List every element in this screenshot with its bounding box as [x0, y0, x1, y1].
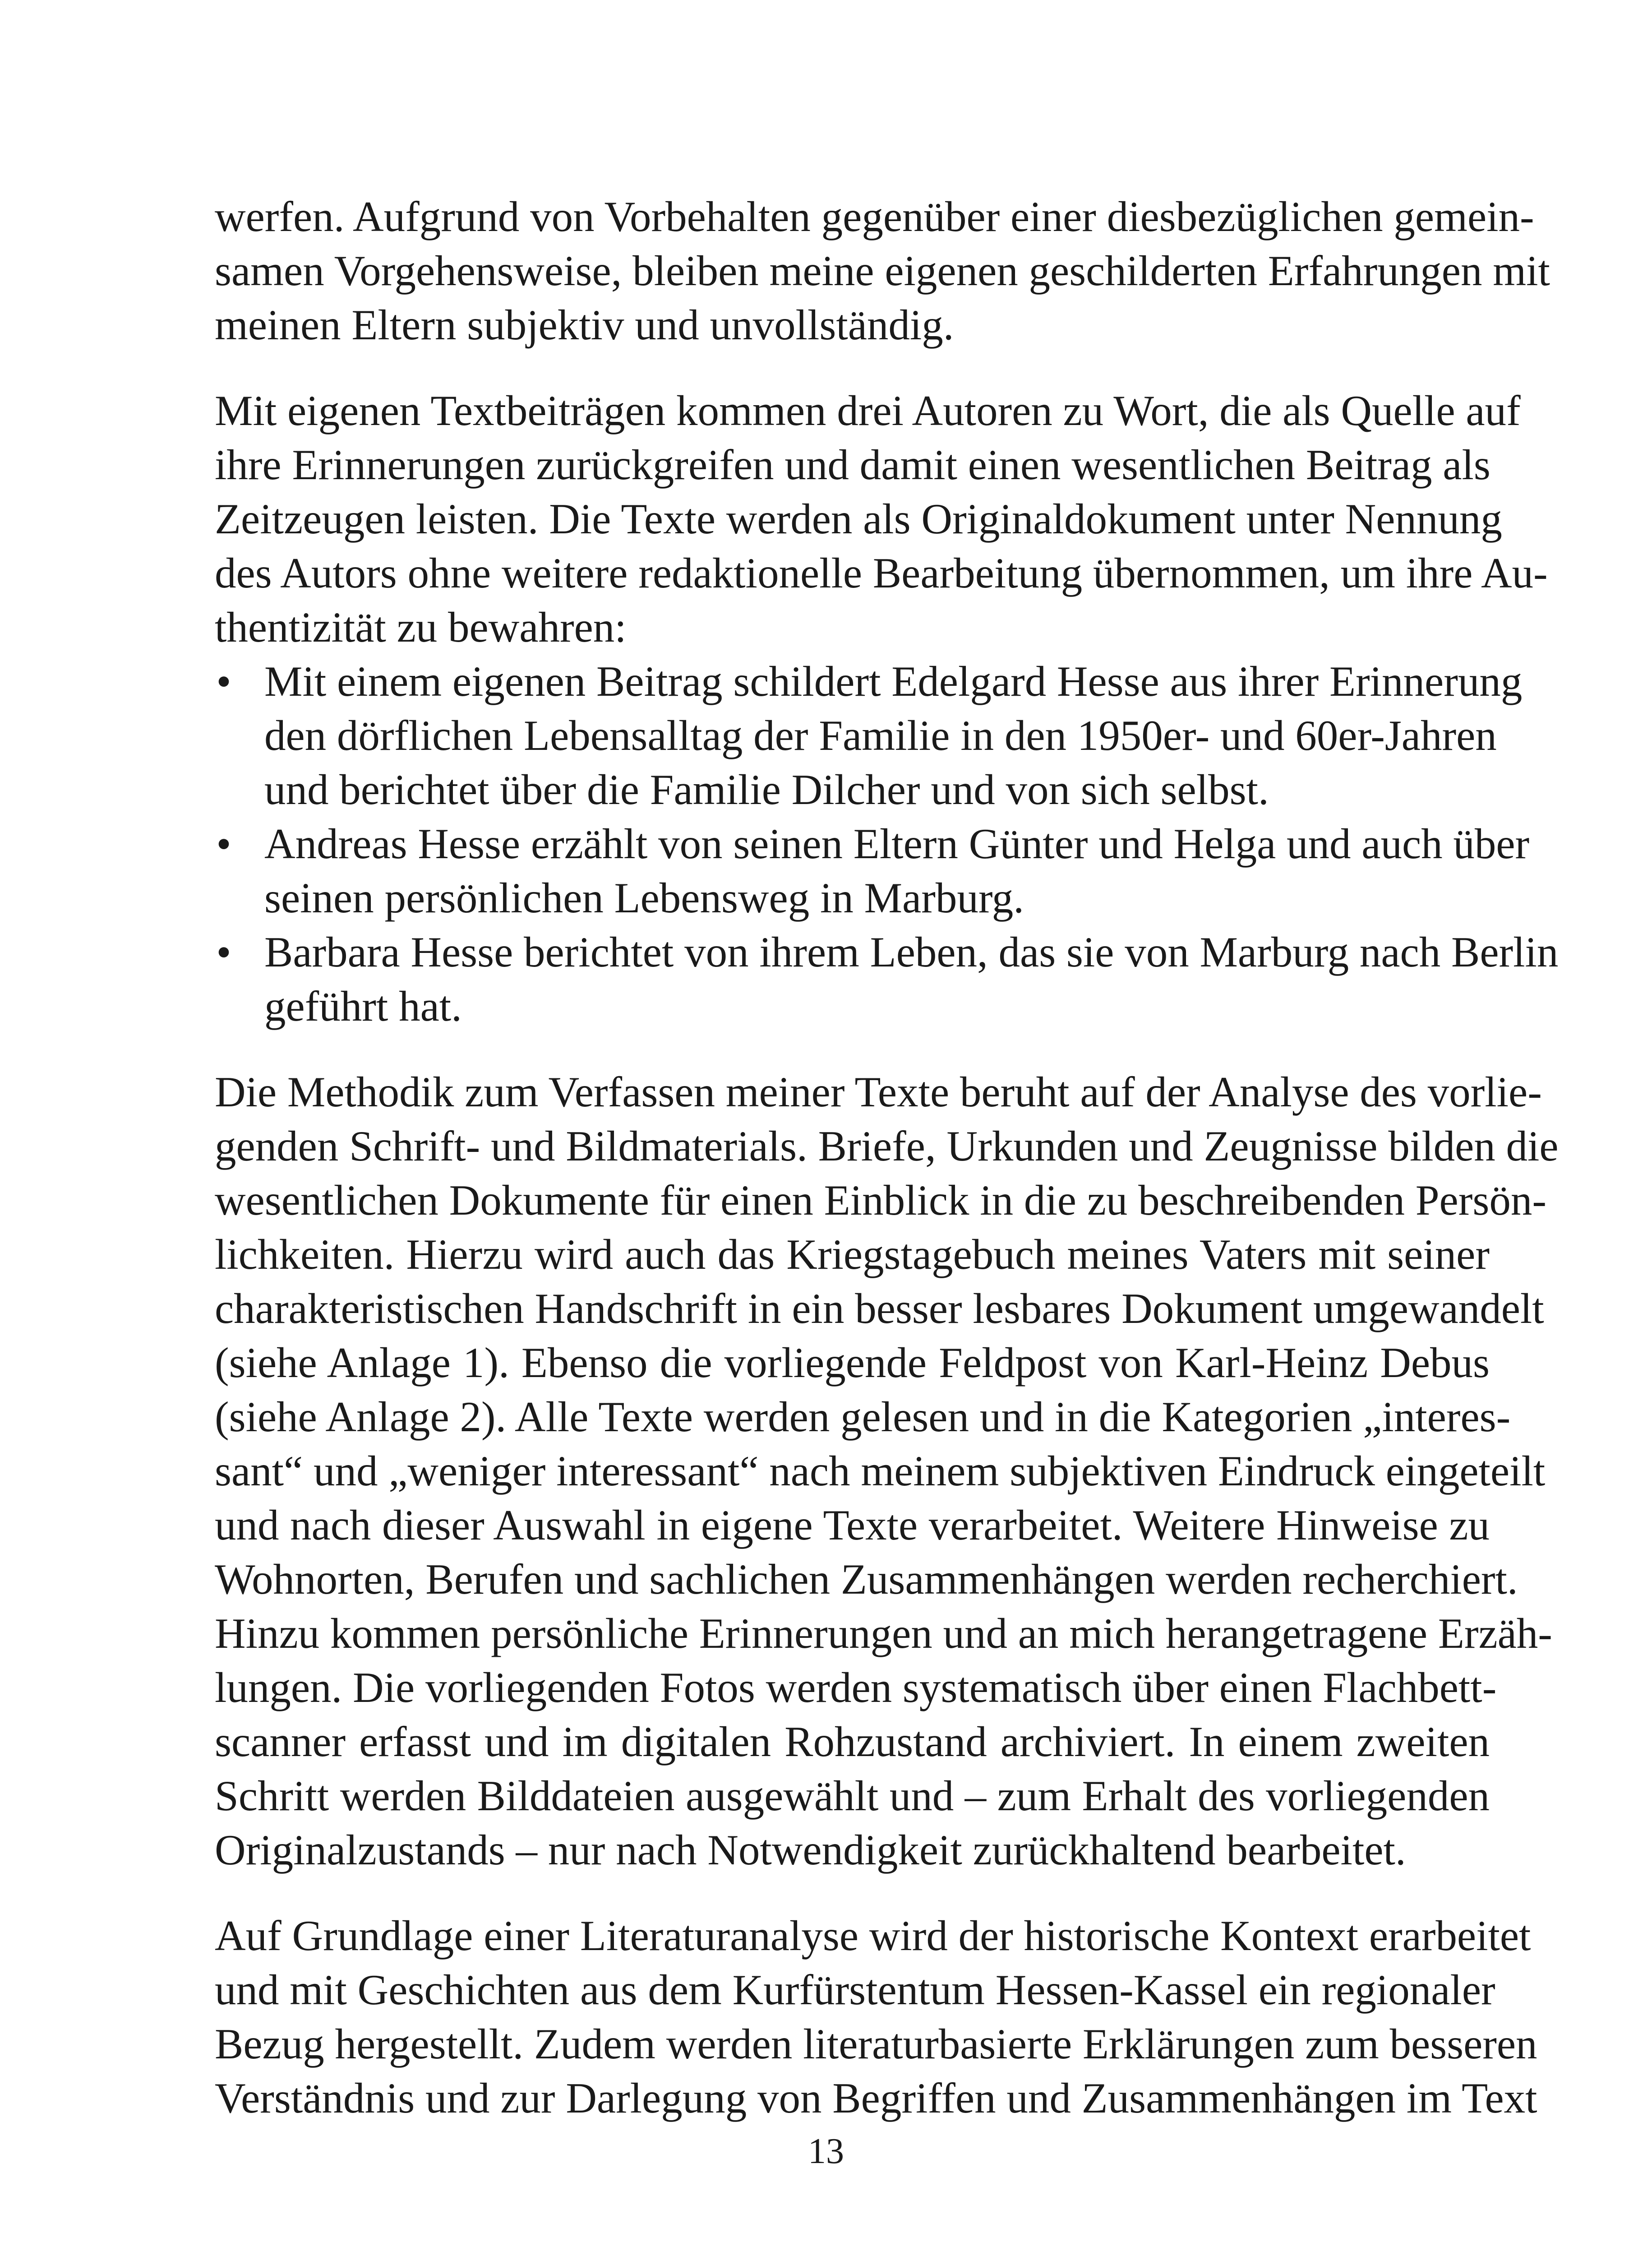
text-line: Barbara Hesse berichtet von ihrem Leben, das sie von Marburg nach Berlin: [264, 928, 1559, 976]
text-line: samen Vorgehensweise, bleiben meine eigenen geschilderten Erfahrungen mit: [215, 247, 1550, 295]
text-line: seinen persönlichen Lebensweg in Marburg.: [264, 874, 1024, 922]
bullet-item-andreas: [215, 817, 1530, 925]
paragraph-1: [215, 190, 1550, 352]
text-line: (siehe Anlage 1). Ebenso die vorliegende Feldpost von Karl-Heinz Debus: [215, 1339, 1490, 1387]
paragraph-spacer: [215, 1033, 1490, 1065]
paragraph-3: [215, 1065, 1559, 1877]
text-line: scanner erfasst und im digitalen Rohzustand archiviert. In einem zweiten: [215, 1718, 1490, 1766]
text-line: Andreas Hesse erzählt von seinen Eltern Günter und Helga und auch über: [264, 820, 1530, 868]
paragraph-2: [215, 384, 1548, 654]
text-line: des Autors ohne weitere redaktionelle Bearbeitung übernommen, um ihre Au-: [215, 549, 1548, 597]
text-line: und berichtet über die Familie Dilcher und von sich selbst.: [264, 766, 1269, 814]
text-line: Die Methodik zum Verfassen meiner Texte beruht auf der Analyse des vorlie-: [215, 1068, 1542, 1116]
text-line: den dörflichen Lebensalltag der Familie in den 1950er- und 60er-Jahren: [264, 712, 1497, 759]
text-line: Originalzustands – nur nach Notwendigkeit zurückhaltend bearbeitet.: [215, 1826, 1406, 1874]
paragraph-spacer: [215, 352, 1490, 384]
bullet-item-barbara: [215, 925, 1559, 1033]
paragraph-4: [215, 1909, 1537, 2125]
bullet-list: [215, 654, 1559, 1033]
text-line: werfen. Aufgrund von Vorbehalten gegenüber einer diesbezüglichen gemein-: [215, 193, 1534, 240]
text-line: Bezug hergestellt. Zudem werden literaturbasierte Erklärungen zum besseren: [215, 2020, 1537, 2068]
text-line: genden Schrift- und Bildmaterials. Briefe, Urkunden und Zeugnisse bilden die: [215, 1122, 1559, 1170]
text-line: meinen Eltern subjektiv und unvollständig.: [215, 301, 954, 349]
bullet-item-edelgard: [215, 654, 1523, 817]
text-line: Mit einem eigenen Beitrag schildert Edelgard Hesse aus ihrer Erinnerung: [264, 657, 1523, 705]
text-line: und mit Geschichten aus dem Kurfürstentum Hessen-Kassel ein regionaler: [215, 1966, 1495, 2014]
page-number: 13: [808, 2131, 844, 2171]
text-line: Auf Grundlage einer Literaturanalyse wird der historische Kontext erarbeitet: [215, 1912, 1531, 1960]
text-line: Zeitzeugen leisten. Die Texte werden als Originaldokument unter Nennung: [215, 495, 1502, 543]
text-line: Wohnorten, Berufen und sachlichen Zusammenhängen werden recherchiert.: [215, 1555, 1518, 1603]
page-body: [215, 190, 1559, 2125]
text-line: sant“ und „weniger interessant“ nach meinem subjektiven Eindruck eingeteilt: [215, 1447, 1546, 1495]
bullet-icon: •: [216, 928, 231, 976]
text-line: Hinzu kommen persönliche Erinnerungen und an mich herangetragene Erzäh-: [215, 1609, 1552, 1657]
text-line: charakteristischen Handschrift in ein besser lesbares Dokument umgewandelt: [215, 1285, 1544, 1332]
text-line: lungen. Die vorliegenden Fotos werden systematisch über einen Flachbett-: [215, 1664, 1497, 1711]
text-line: Schritt werden Bilddateien ausgewählt und – zum Erhalt des vorliegenden: [215, 1772, 1490, 1820]
text-line: und nach dieser Auswahl in eigene Texte verarbeitet. Weitere Hinweise zu: [215, 1501, 1490, 1549]
text-line: lichkeiten. Hierzu wird auch das Kriegstagebuch meines Vaters mit seiner: [215, 1230, 1490, 1278]
text-line: thentizität zu bewahren:: [215, 603, 627, 651]
text-line: Verständnis und zur Darlegung von Begriffen und Zusammenhängen im Text: [215, 2074, 1537, 2122]
bullet-icon: •: [216, 657, 231, 705]
text-line: ihre Erinnerungen zurückgreifen und damit einen wesentlichen Beitrag als: [215, 441, 1490, 489]
text-line: geführt hat.: [264, 982, 462, 1030]
text-line: wesentlichen Dokumente für einen Einblick in die zu beschreibenden Persön-: [215, 1176, 1546, 1224]
text-line: Mit eigenen Textbeiträgen kommen drei Autoren zu Wort, die als Quelle auf: [215, 387, 1521, 435]
bullet-icon: •: [216, 820, 231, 868]
text-line: (siehe Anlage 2). Alle Texte werden gelesen und in die Kategorien „interes-: [215, 1393, 1511, 1441]
paragraph-spacer: [215, 1877, 1490, 1909]
